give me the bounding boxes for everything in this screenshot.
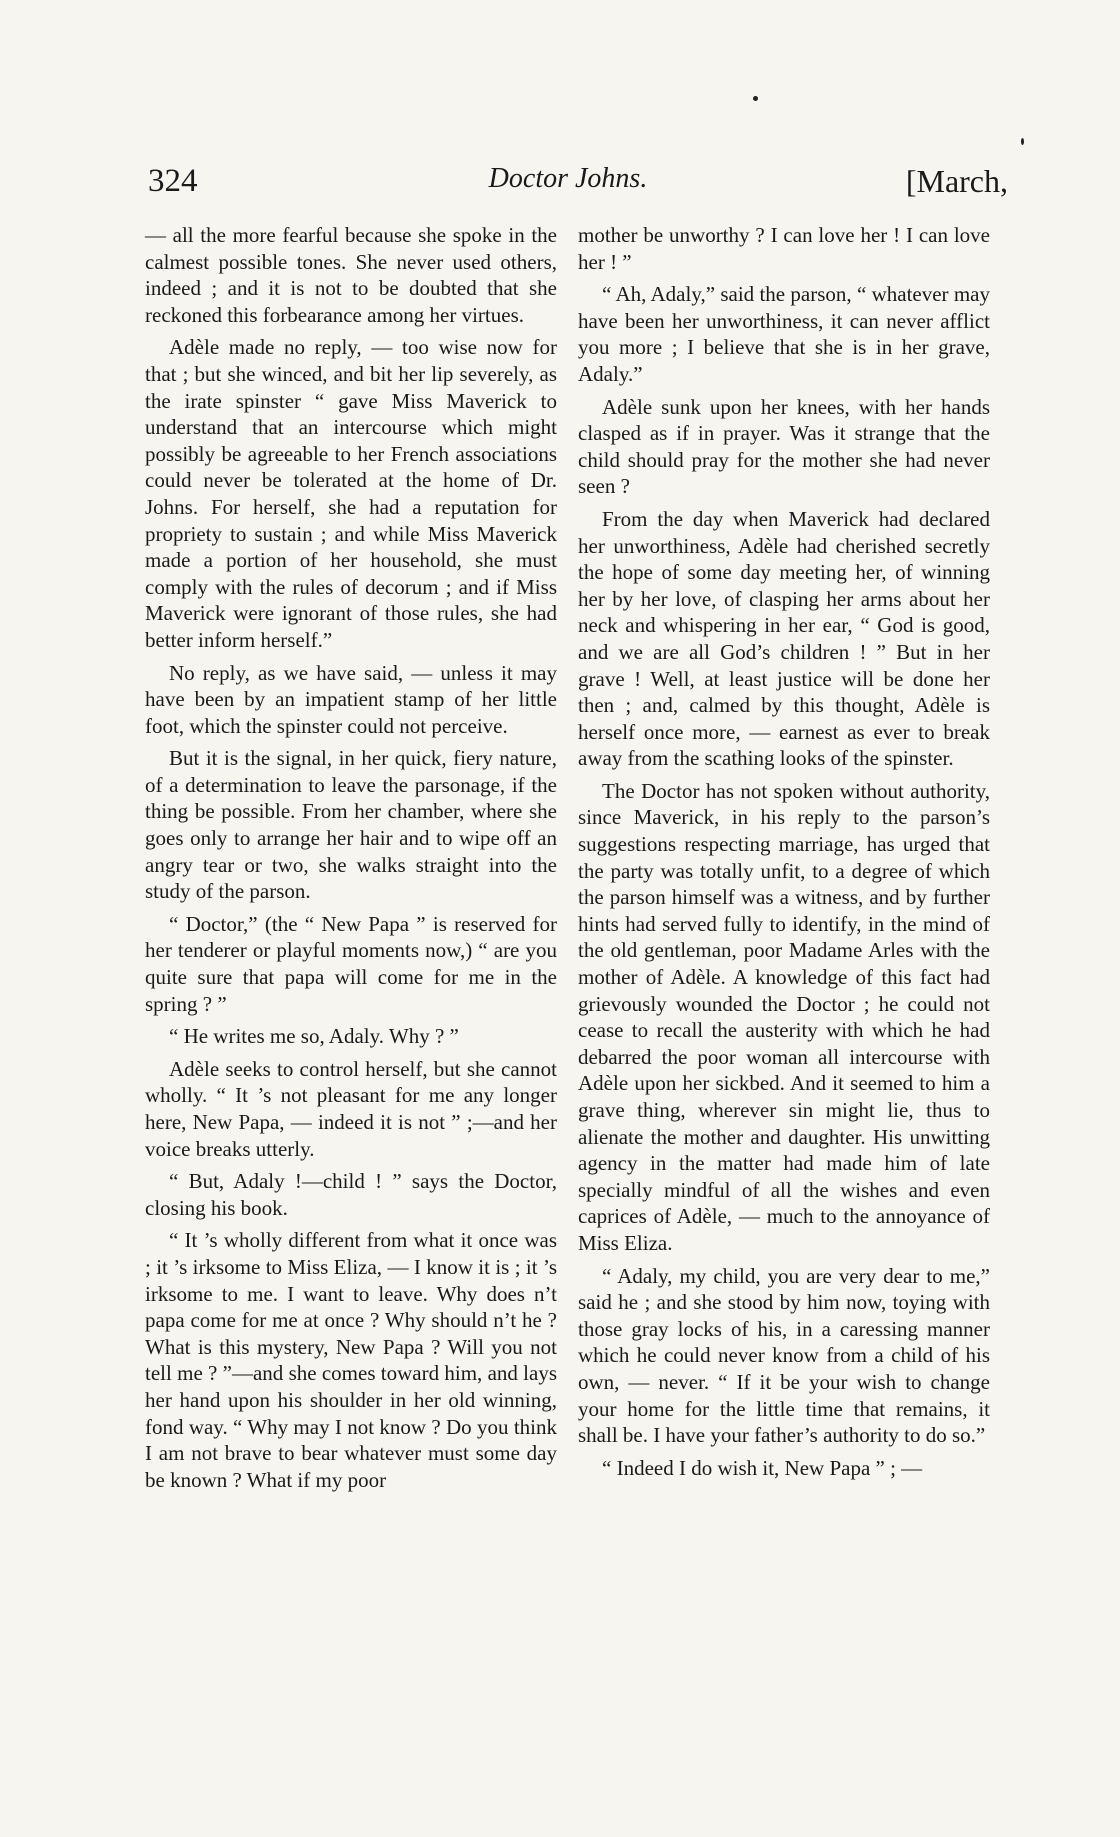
- paragraph: But it is the signal, in her quick, fiery nature, of a determination to leave the parsonage, if the thing be possible. From her chamber, where she goes only to arrange her hair and to wipe off an angry tear or two, she walks straight into the study of the parson.: [145, 746, 557, 904]
- section-label: [March,: [905, 163, 1008, 199]
- paragraph: “ Doctor,” (the “ New Papa ” is reserved for her tenderer or playful moments now,) “ are you quite sure that papa will come for me in the spring ? ”: [145, 911, 557, 1016]
- paragraph: — all the more fearful because she spoke in the calmest possible tones. She never used others, indeed ; and it is not to be doubted that she reckoned this forbearance among her virtues.: [145, 223, 557, 327]
- left-column: [145, 222, 557, 1499]
- paragraph: mother be unworthy ? I can love her ! I can love her ! ”: [578, 223, 990, 274]
- paragraph: “ Ah, Adaly,” said the parson, “ whatever may have been her unworthiness, it can never afflict you more ; I believe that she is in her grave, Adaly.”: [578, 282, 990, 386]
- paragraph: “ But, Adaly !—child ! ” says the Doctor, closing his book.: [145, 1169, 557, 1220]
- paragraph: No reply, as we have said, — unless it may have been by an impatient stamp of her little foot, which the spinster could not perceive.: [145, 660, 557, 738]
- paragraph: “ He writes me so, Adaly. Why ? ”: [169, 1024, 459, 1049]
- page-header: [128, 163, 1008, 213]
- paragraph: “ It ’s wholly different from what it once was ; it ’s irksome to Miss Eliza, — I know it is ; it ’s irksome to me. I want to leave. Why does n’t papa come for me at once ? Why should n’t he ? What is this mystery, New Papa ? Will you not tell me ? ”—and she comes toward him, and lays her hand upon his shoulder in her old winning, fond way. “ Why may I not know ? Do you think I am not brave to bear whatever must some day be known ? What if my poor: [145, 1228, 557, 1492]
- print-speck: [1021, 138, 1024, 145]
- right-column: [578, 222, 990, 1487]
- paragraph: From the day when Maverick had declared her unworthiness, Adèle had cherished secretly the hope of some day meeting her, of winning her by her love, of clasping her arms about her neck and whispering in her ear, “ God is good, and we are all God’s children ! ” But in her grave ! Well, at least justice will be done her then ; and, calmed by this thought, Adèle is herself once more, — earnest as ever to break away from the scathing looks of the spinster.: [578, 506, 990, 771]
- paragraph: “ Indeed I do wish it, New Papa ” ; —: [602, 1455, 923, 1480]
- running-title: Doctor Johns.: [488, 163, 648, 194]
- paragraph: Adèle sunk upon her knees, with her hands clasped as if in prayer. Was it strange that the child should pray for the mother she had never seen ?: [578, 394, 990, 499]
- paragraph: Adèle seeks to control herself, but she cannot wholly. “ It ’s not pleasant for me any longer here, New Papa, — indeed it is not ” ;—and her voice breaks utterly.: [145, 1056, 557, 1161]
- paragraph: The Doctor has not spoken without authority, since Maverick, in his reply to the parson’s suggestions respecting marriage, has urged that the party was totally unfit, to a degree of which the parson himself was a witness, and by further hints had served fully to identify, in the mind of the old gentleman, poor Madame Arles with the mother of Adèle. A knowledge of this fact had grievously wounded the Doctor ; he could not cease to recall the austerity with which he had debarred the poor woman all intercourse with Adèle upon her sickbed. And it seemed to him a grave thing, wherever sin might lie, thus to alienate the mother and daughter. His unwitting agency in the matter had made him of late specially mindful of all the wishes and even caprices of Adèle, — much to the annoyance of Miss Eliza.: [578, 778, 990, 1255]
- paragraph: “ Adaly, my child, you are very dear to me,” said he ; and she stood by him now, toying with those gray locks of his, in a caressing manner which he could never know from a child of his own, — never. “ If it be your wish to change your home for the little time that remains, it shall be. I have your father’s authority to do so.”: [578, 1263, 990, 1448]
- print-speck: [753, 96, 758, 101]
- page-number: 324: [148, 163, 198, 199]
- paragraph: Adèle made no reply, — too wise now for that ; but she winced, and bit her lip severely, as the irate spinster “ gave Miss Maverick to understand that an intercourse which might possibly be agreeable to her French associations could never be tolerated at the home of Dr. Johns. For herself, she had a reputation for propriety to sustain ; and while Miss Maverick made a portion of her household, she must comply with the rules of decorum ; and if Miss Maverick were ignorant of those rules, she had better inform herself.”: [145, 335, 557, 652]
